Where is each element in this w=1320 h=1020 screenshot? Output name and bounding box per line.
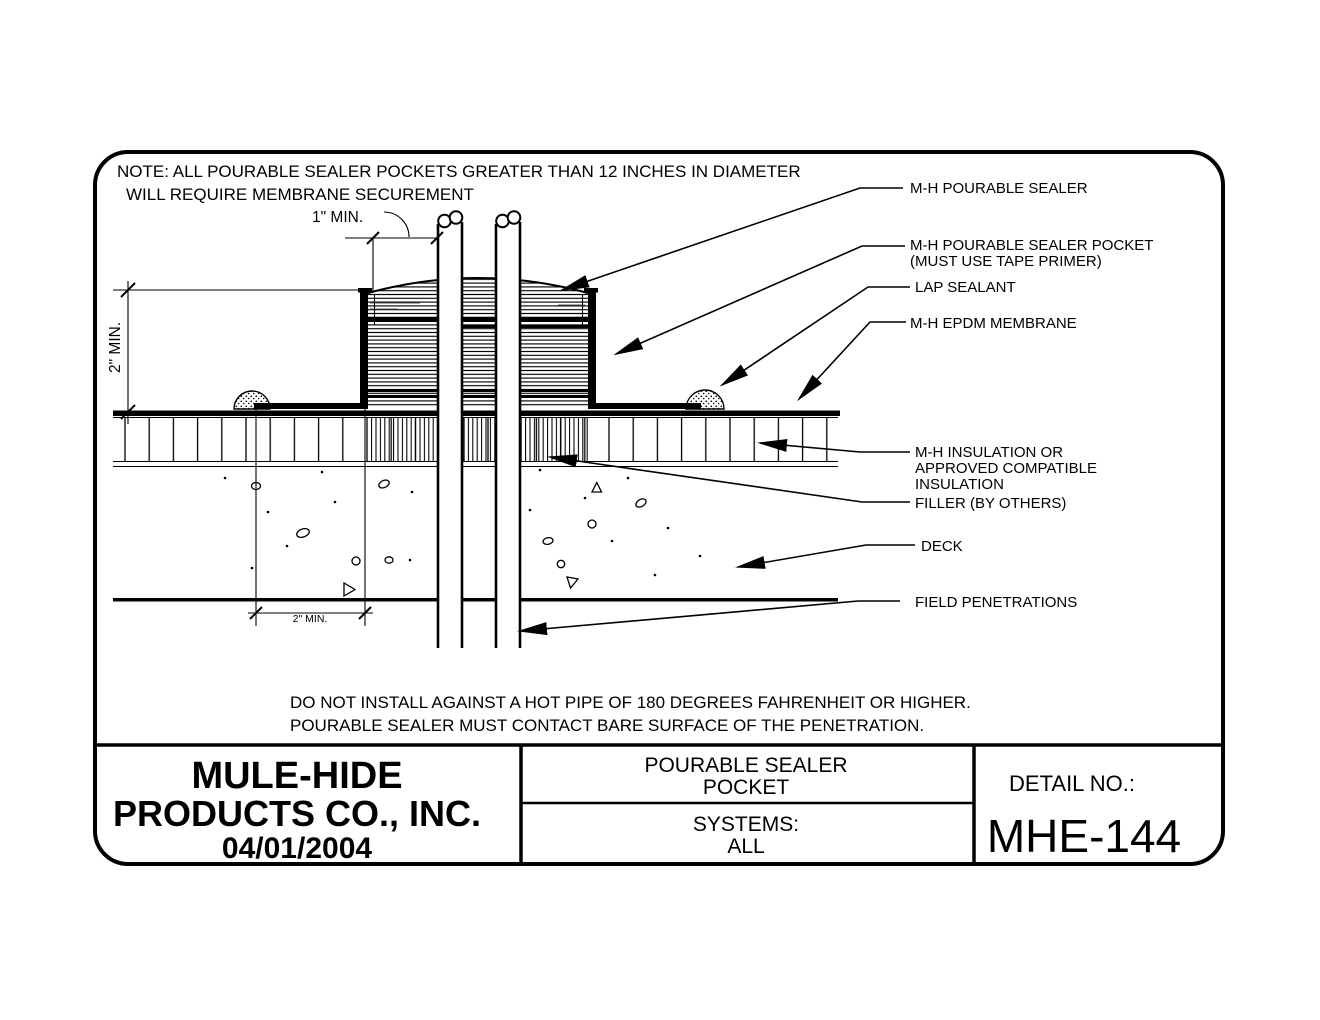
systems-value: ALL	[727, 835, 765, 858]
label-sealer-pocket-1: M-H POURABLE SEALER POCKET	[910, 237, 1154, 254]
note-line-2: WILL REQUIRE MEMBRANE SECUREMENT	[126, 185, 474, 204]
label-insulation-3: INSULATION	[915, 476, 1004, 493]
pocket-flange-right	[588, 403, 701, 409]
pipe-break-symbol	[450, 211, 463, 224]
label-deck: DECK	[921, 538, 963, 555]
pipe-break-symbol	[508, 211, 521, 224]
company-name-line2: PRODUCTS CO., INC.	[112, 793, 482, 834]
bottom-dim-text: 2" MIN.	[292, 613, 328, 625]
label-lap-sealant: LAP SEALANT	[915, 279, 1016, 296]
label-insulation-2: APPROVED COMPATIBLE	[915, 460, 1097, 477]
company-name-line1: MULE-HIDE	[191, 755, 403, 797]
label-insulation-1: M-H INSULATION OR	[915, 444, 1064, 461]
label-pourable-sealer: M-H POURABLE SEALER	[910, 180, 1088, 197]
note-line-1: NOTE: ALL POURABLE SEALER POCKETS GREATER THAN 12 INCHES IN DIAMETER	[117, 162, 801, 181]
pocket-wall-right	[588, 290, 596, 407]
label-membrane: M-H EPDM MEMBRANE	[910, 315, 1077, 332]
revision-date: 04/01/2004	[221, 832, 373, 865]
detail-number: MHE-144	[986, 810, 1182, 862]
left-dim-text: 2" MIN.	[107, 321, 124, 373]
label-sealer-pocket-2: (MUST USE TAPE PRIMER)	[910, 253, 1102, 270]
deck-bottom-line	[113, 598, 838, 602]
warning-line-2: POURABLE SEALER MUST CONTACT BARE SURFACE OF THE PENETRATION.	[290, 716, 925, 735]
drawing-title-line2: POCKET	[702, 776, 790, 799]
pocket-flange-left	[254, 403, 368, 409]
epdm-membrane	[113, 411, 840, 417]
systems-label: SYSTEMS:	[692, 813, 800, 836]
drawing-title-line1: POURABLE SEALER	[644, 754, 848, 777]
label-field-penetrations: FIELD PENETRATIONS	[915, 594, 1078, 611]
pocket-wall-left	[360, 290, 368, 407]
pipe-right	[496, 211, 520, 648]
detail-number-label: DETAIL NO.:	[1009, 771, 1135, 796]
filler-hatch	[368, 418, 588, 461]
label-filler: FILLER (BY OTHERS)	[915, 495, 1067, 512]
warning-line-1: DO NOT INSTALL AGAINST A HOT PIPE OF 180 DEGREES FAHRENHEIT OR HIGHER.	[290, 693, 971, 712]
top-dim-text: 1" MIN.	[312, 209, 364, 226]
pipe-left	[438, 211, 462, 648]
